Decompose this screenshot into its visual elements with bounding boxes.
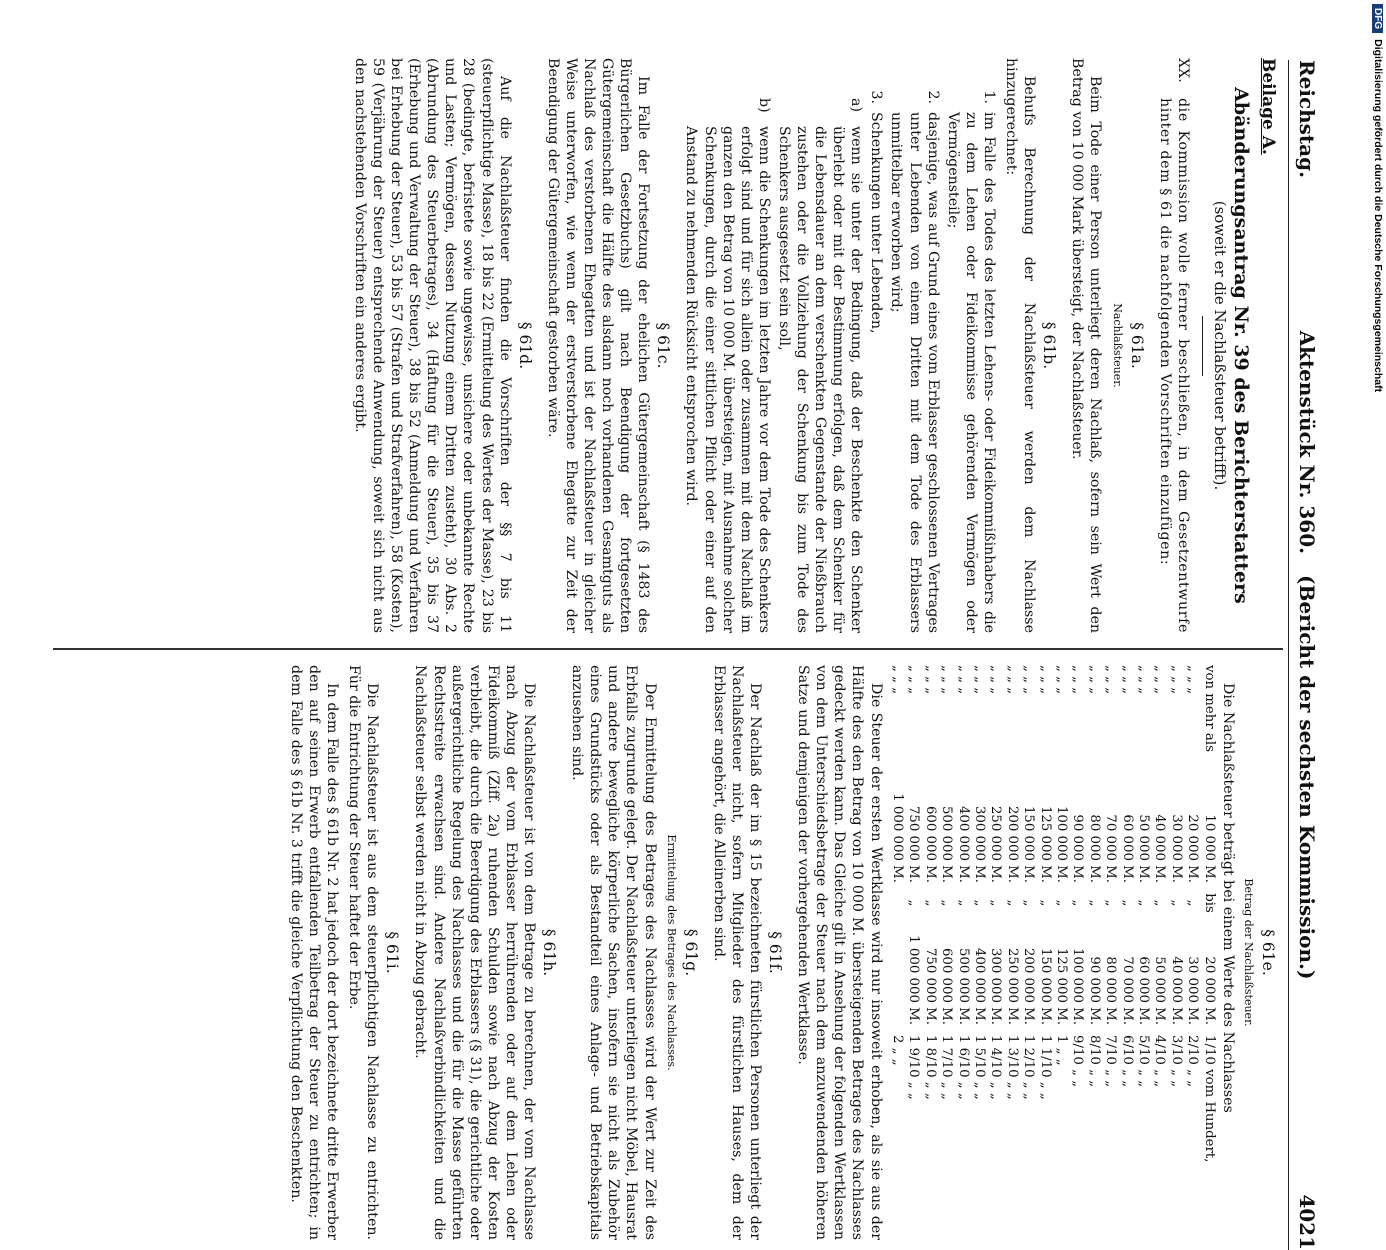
rate-row-from: 30 000 M.: [1168, 814, 1184, 883]
rate-row-rate: 7/10 „ „: [1103, 1035, 1119, 1088]
rate-row-prefix: „ „ „: [1152, 665, 1168, 695]
rate-row: [889, 665, 905, 1240]
rate-row-prefix: „ „ „: [1004, 665, 1020, 695]
rate-row-to: 125 000 M.: [1054, 947, 1070, 1025]
rate-row-rate: 8/10 „ „: [1086, 1035, 1102, 1088]
rate-row: [1168, 665, 1184, 1240]
section-61e-intro: Die Nachlaßsteuer beträgt bei einem Werte des Nachlasses: [1219, 683, 1236, 1113]
rate-row-rate: 6/10 „ „: [1119, 1035, 1135, 1088]
section-61f-text: Der Nachlaß der im § 15 bezeichneten fürstlichen Personen unterliegt der Nachlaßsteuer nicht, sofern Mitglieder des fürstlichen Hauses, dem der Erblasser angehört, die Alleinerben sind.: [710, 665, 764, 1240]
rate-row-from: 500 000 M.: [939, 805, 955, 883]
rate-row-prefix: „ „ „: [1021, 665, 1037, 695]
rate-row-prefix: „ „ „: [922, 665, 938, 695]
rate-row-bis: „: [1185, 899, 1201, 907]
rate-row: [971, 665, 987, 1240]
amendment-subtitle: (soweit er die Nachlaßsteuer betrifft).: [1210, 200, 1229, 491]
rate-row-from: 1 000 000 M.: [890, 793, 905, 883]
rate-row: [1053, 665, 1069, 1240]
rate-row-to: 30 000 M.: [1185, 956, 1201, 1025]
rate-row: [1036, 665, 1052, 1240]
rate-row-to: 60 000 M.: [1136, 956, 1152, 1025]
header-center: Aktenstück Nr. 360. (Bericht der sechsten Kommission.): [1295, 330, 1319, 980]
rate-row-prefix: „ „ „: [1086, 665, 1102, 695]
rate-row-bis: „: [972, 899, 988, 907]
rate-row-rate: 1 5/10 „ „: [972, 1035, 988, 1100]
rate-row-bis: „: [1152, 899, 1168, 907]
rate-row-prefix: „ „ „: [988, 665, 1004, 695]
rate-row-bis: „: [1054, 899, 1070, 907]
rate-row-prefix: „ „ „: [1037, 665, 1053, 695]
rate-row-prefix: „ „ „: [1136, 665, 1152, 695]
rate-row: [905, 665, 921, 1240]
rate-row: [1135, 665, 1151, 1240]
rate-row-prefix: „ „ „: [1054, 665, 1070, 695]
rate-row-from: 300 000 M.: [972, 805, 988, 883]
rate-row-bis: „: [1119, 899, 1135, 907]
dfg-logo: DFG: [1372, 4, 1383, 33]
section-61c-heading: § 61c.: [654, 322, 673, 369]
rate-row: [1184, 665, 1200, 1240]
rate-row-from: 200 000 M.: [1004, 805, 1020, 883]
rate-row: [1118, 665, 1134, 1240]
tax-rate-table: [889, 665, 1217, 1240]
rate-row-rate: 1 2/10 „ „: [1021, 1035, 1037, 1100]
rate-row-rate: 1 6/10 „ „: [955, 1035, 971, 1100]
page-header: [1288, 60, 1323, 1250]
rate-row-rate: 9/10 „ „: [1070, 1035, 1086, 1088]
rate-row-to: 600 000 M.: [939, 947, 955, 1025]
rate-row: [1069, 665, 1085, 1240]
section-61c-text: Im Falle der Fortsetzung der ehelichen Gütergemeinschaft (§ 1483 des Bürgerlichen Gesetzbuchs) gilt nach Beendigung der fortgesetzten Gütergemeinschaft die Hälfte des alsdann noch vorhandenen Gesamtguts als Nachlaß des verstorbenen Ehegatten und ist der Nachlaßsteuer in gleicher Weise unterworfen, wie wenn der erstverstorbene Ehegatte zur Zeit der Beendigung der Gütergemeinschaft gestorben wäre.: [544, 58, 652, 633]
rate-row-bis: „: [939, 899, 955, 907]
rate-row-to: 300 000 M.: [988, 947, 1004, 1025]
section-61b-intro: Behufs Berechnung der Nachlaßsteuer werden dem Nachlasse hinzugerechnet:: [1003, 58, 1038, 633]
rate-row-prefix: „ „ „: [1070, 665, 1086, 695]
rate-row-from: 80 000 M.: [1086, 814, 1102, 883]
rate-row-bis: „: [922, 899, 938, 907]
rate-row: [1200, 665, 1216, 1240]
rate-row-from: 600 000 M.: [922, 805, 938, 883]
rate-row-to: 90 000 M.: [1086, 956, 1102, 1025]
section-61g-text: Der Ermittelung des Betrages des Nachlasses wird der Wert zur Zeit des Erbfalls zugrunde gelegt. Der Nachlaßsteuer unterliegen nicht Möbel, Hausrat und andere bewegliche körperliche Sachen, insofern sie nicht als Zubehör eines Grundstücks oder als Bestandteil eines Anlage- und Betriebskapitals anzusehen sind.: [569, 665, 658, 1240]
rate-row-to: 250 000 M.: [1004, 947, 1020, 1025]
rate-row-to: 500 000 M.: [955, 947, 971, 1025]
rate-row-from: 70 000 M.: [1103, 814, 1119, 883]
amendment-title: Abänderungsantrag Nr. 39 des Berichterstatters: [1229, 87, 1252, 604]
rate-row: [1102, 665, 1118, 1240]
rate-row-bis: „: [988, 899, 1004, 907]
rate-row-bis: bis: [1201, 893, 1217, 913]
rate-row: [1151, 665, 1167, 1240]
rate-row-rate: 2/10 „ „: [1185, 1035, 1201, 1088]
section-61h-heading: § 61h.: [540, 928, 559, 977]
rate-row-from: 125 000 M.: [1037, 805, 1053, 883]
rate-row-prefix: „ „ „: [1168, 665, 1184, 695]
rate-row-to: 400 000 M.: [972, 947, 988, 1025]
rate-row-rate: 4/10 „ „: [1152, 1035, 1168, 1088]
beilage-label: Beilage A.: [1258, 58, 1278, 155]
rate-row-rate: 2 „ „: [890, 1035, 905, 1066]
rate-row-to: 750 000 M.: [922, 947, 938, 1025]
list-item: 2. dasjenige, was auf Grund eines vom Erblasser geschlossenen Vertrages unter Lebenden von einem Dritten mit dem Tode des Erblassers unmittelbar erworben wird;: [888, 90, 941, 633]
section-61e-caption: Betrag der Nachlaßsteuer.: [1241, 878, 1255, 1027]
rate-row-prefix: von mehr als: [1201, 665, 1217, 752]
rate-row-rate: 1 3/10 „ „: [1004, 1035, 1020, 1100]
rate-row-bis: „: [1070, 899, 1086, 907]
section-61f-heading: § 61f.: [766, 931, 785, 974]
rate-row-prefix: „ „ „: [939, 665, 955, 695]
rate-row: [1003, 665, 1019, 1240]
rate-row-to: [889, 917, 905, 1031]
rate-row-to: 40 000 M.: [1168, 956, 1184, 1025]
sub-list-item: b) wenn die Schenkungen im letzten Jahre vor dem Tode des Schenkers erfolgt sind und für sich allein oder zusammen mit dem Nachlaß im ganzen den Betrag von 10 000 M. übersteigen, mit Ausnahme solcher Schenkungen, durch die einer sittlichen Pflicht oder einer auf den Anstand zu nehmenden Rücksicht entsprochen wird.: [683, 98, 772, 633]
sub-list-item: a) wenn sie unter der Bedingung, daß der Beschenkte den Schenker überlebt oder mit der Bestimmung erfolgen, daß dem Schenker für die Lebensdauer an dem verschenkten Gegenstande der Nießbrauch zustehen oder die Vollziehung der Schenkung bis zum Tode des Schenkers ausgesetzt sein soll,: [775, 98, 865, 633]
right-column: [49, 665, 1279, 1240]
rate-row-from: 750 000 M.: [906, 805, 922, 883]
rate-row-from: 50 000 M.: [1136, 814, 1152, 883]
rate-row-from: 20 000 M.: [1185, 814, 1201, 883]
section-61i-text-1: Die Nachlaßsteuer ist aus dem steuerpflichtigen Nachlasse zu entrichten. Für die Entrichtung der Steuer haftet der Erbe.: [346, 665, 381, 1240]
rate-row-bis: „: [955, 899, 971, 907]
section-61a-heading: § 61a.: [1127, 322, 1146, 369]
rate-row-to: 150 000 M.: [1037, 947, 1053, 1025]
left-column: [49, 58, 1279, 633]
list-item: 3. Schenkungen unter Lebenden,: [868, 90, 885, 334]
rate-row-bis: „: [1103, 899, 1119, 907]
rate-row-bis: „: [1086, 899, 1102, 907]
rate-row-rate: 1 7/10 „ „: [939, 1035, 955, 1100]
rate-row-bis: [889, 889, 905, 917]
rate-row-to: 1 000 000 M.: [906, 935, 922, 1025]
rate-row-bis: „: [1021, 899, 1037, 907]
section-61g-heading: § 61g.: [681, 928, 700, 977]
section-61g-caption: Ermittelung des Betrages des Nachlasses.: [664, 834, 678, 1071]
rate-row-bis: „: [906, 899, 922, 907]
section-61a-caption: Nachlaßsteuer.: [1110, 303, 1124, 388]
rate-row-from: 90 000 M.: [1070, 814, 1086, 883]
section-61i-text-2: In dem Falle des § 61b Nr. 2 hat jedoch der dort bezeichnete dritte Erwerber den auf seinen Erwerb entfallenden Teilbetrag der Steuer zu entrichten; in dem Falle des § 61b Nr. 3 trifft die gleiche Verpflichtung den Beschenkten.: [287, 665, 341, 1240]
rate-row-rate: 1 4/10 „ „: [988, 1035, 1004, 1100]
rate-row-to: 80 000 M.: [1103, 956, 1119, 1025]
section-61d-heading: § 61d.: [515, 321, 534, 370]
rate-row-rate: 3/10 „ „: [1168, 1035, 1184, 1088]
rate-row: [1020, 665, 1036, 1240]
rate-row-prefix: „ „ „: [955, 665, 971, 695]
rate-row-prefix: „ „ „: [906, 665, 922, 695]
rate-row-from: 100 000 M.: [1054, 805, 1070, 883]
rate-row-from: 250 000 M.: [988, 805, 1004, 883]
rate-row-from: 60 000 M.: [1119, 814, 1135, 883]
rate-row-prefix: „ „ „: [1119, 665, 1135, 695]
rate-row-from: 10 000 M.: [1201, 814, 1217, 883]
rate-row-rate: 1 1/10 „ „: [1037, 1035, 1053, 1100]
rate-row-rate: 1 8/10 „ „: [922, 1035, 938, 1100]
rate-row-to: 100 000 M.: [1070, 947, 1086, 1025]
rate-row-rate: 1/10 vom Hundert,: [1201, 1035, 1217, 1163]
rate-row-to: 200 000 M.: [1021, 947, 1037, 1025]
section-61e-text: Die Steuer der ersten Wertklasse wird nur insoweit erhoben, als sie aus der Hälfte des den Betrag von 10 000 M. übersteigenden Betrages des Nachlasses gedeckt werden kann. Das Gleiche gilt in Ansehung der folgenden Wertklassen von dem Unterschiedsbetrage der Steuer nach dem anzuwendenden höheren Satze und demjenigen der vorhergehenden Wertklasse.: [795, 665, 884, 1240]
section-61d-text: Auf die Nachlaßsteuer finden die Vorschriften der §§ 7 bis 11 (steuerpflichtige Masse), 18 bis 22 (Ermittelung des Wertes der Masse), 23 bis 28 (bedingte, befristete sowie ungewisse, unsichere oder unbekannte Rechte und Lasten; Vermögen, dessen Nutzung einem Dritten zusteht), 30 Abs. 2 (Abrundung des Steuerbetrages), 34 (Haftung für die Steuer), 35 bis 37 (Erhebung und Verwaltung der Steuer), 38 bis 52 (Anmeldung und Verfahren bei Erhebung der Steuer), 53 bis 57 (Strafen und Strafverfahren), 58 (Kosten), 59 (Verjährung der Steuer) entsprechende Anwendung, soweit sich nicht aus den nachstehenden Vorschriften ein anderes ergibt.: [351, 58, 513, 633]
list-item: 1. im Falle des Todes des letzten Lehens- oder Fideikommißinhabers die zu dem Lehen oder Fideikommisse gehörenden Vermögen oder Vermögensteile;: [944, 90, 997, 633]
rate-row-bis: „: [1004, 899, 1020, 907]
rate-row-from: 40 000 M.: [1152, 814, 1168, 883]
rate-row: [954, 665, 970, 1240]
rate-row-bis: „: [1037, 899, 1053, 907]
rate-row: [921, 665, 937, 1240]
rate-row: [987, 665, 1003, 1240]
rate-row-prefix: „ „ „: [890, 665, 905, 695]
header-left: Reichstag.: [1295, 60, 1319, 179]
rate-row-bis: „: [1168, 899, 1184, 907]
xx-paragraph: XX. die Kommission wolle ferner beschließen, in dem Gesetzentwurfe hinter dem § 61 die nachfolgenden Vorschriften einzufügen:: [1156, 58, 1191, 633]
rate-row-rate: 1 „ „: [1054, 1035, 1070, 1066]
section-61b-heading: § 61b.: [1040, 321, 1059, 370]
rate-row-to: 20 000 M.: [1201, 956, 1217, 1025]
page-number: 4021: [1295, 1194, 1319, 1250]
section-61e-heading: § 61e.: [1259, 929, 1277, 976]
column-divider: [53, 648, 1283, 650]
rate-row-to: 70 000 M.: [1119, 956, 1135, 1025]
rate-row: [938, 665, 954, 1240]
rate-row-bis: „: [1136, 899, 1152, 907]
rate-row-prefix: „ „ „: [972, 665, 988, 695]
rate-row-prefix: „ „ „: [1185, 665, 1201, 695]
stamp-text: DFGDigitalisierung gefördert durch die Deutsche Forschungsgemeinschaft: [1372, 4, 1384, 994]
section-61a-text: Beim Tode einer Person unterliegt deren Nachlaß, sofern sein Wert den Betrag von 10 000 Mark übersteigt, der Nachlaßsteuer.: [1069, 58, 1104, 633]
section-61i-heading: § 61i.: [383, 931, 402, 974]
rate-row: [1085, 665, 1101, 1240]
rate-row-from: 400 000 M.: [955, 805, 971, 883]
rate-row-prefix: „ „ „: [1103, 665, 1119, 695]
rate-row-from: 150 000 M.: [1021, 805, 1037, 883]
rate-row-rate: 5/10 „ „: [1136, 1035, 1152, 1088]
section-61h-text: Die Nachlaßsteuer ist von dem Betrage zu berechnen, der vom Nachlasse nach Abzug der vom Erblasser herrührenden oder auf dem Lehen oder Fideikommiß (Ziff. 2a) ruhenden Schulden sowie nach Abzug der Kosten verbleibt, die durch die Beerdigung des Erblassers (§ 31), die gerichtliche oder außergerichtliche Regelung des Nachlasses und die für die Masse geführten Rechtsstreite erwachsen sind. Andere Nachlaßverbindlichkeiten und die Nachlaßsteuer selbst werden nicht in Abzug gebracht.: [412, 665, 537, 1240]
rate-row-rate: 1 9/10 „ „: [906, 1035, 922, 1100]
rate-row-to: 50 000 M.: [1152, 956, 1168, 1025]
short-rule: [1202, 316, 1203, 376]
